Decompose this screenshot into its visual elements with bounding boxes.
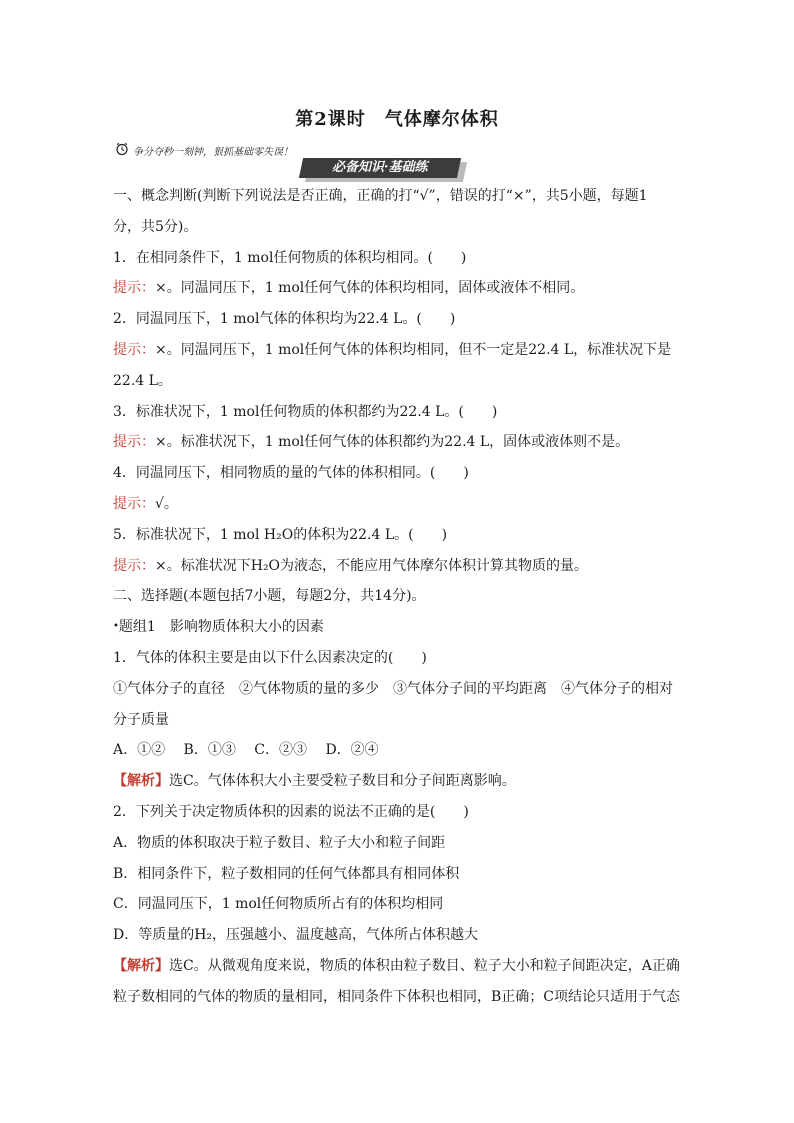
line-text: 22.4 L。 <box>113 372 172 389</box>
text-line <box>113 894 683 914</box>
text-line <box>113 617 683 637</box>
line-text: ①气体分子的直径 ②气体物质的量的多少 ③气体分子间的平均距离 ④气体分子的相对 <box>113 680 673 697</box>
text-line <box>113 186 683 206</box>
line-text: B．相同条件下，粒子数相同的任何气体都具有相同体积 <box>113 865 460 882</box>
text-line <box>113 556 683 576</box>
line-text: 粒子数相同的气体的物质的量相同，相同条件下体积也相同，B正确；C项结论只适用于气态 <box>113 988 680 1005</box>
hint-label: 提示： <box>113 496 155 512</box>
text-line <box>113 463 683 483</box>
text-line <box>113 864 683 884</box>
text-line <box>113 402 683 422</box>
text-line <box>113 956 683 976</box>
text-line <box>113 525 683 545</box>
text-line <box>113 371 683 391</box>
line-text: 分，共5分)。 <box>113 218 198 235</box>
text-line <box>113 925 683 945</box>
text-line <box>113 833 683 853</box>
text-line <box>113 771 683 791</box>
banner-tag: 必备知识·基础练 <box>299 158 461 178</box>
text-line <box>113 248 683 268</box>
text-line <box>113 987 683 1007</box>
line-text: 2．下列关于决定物质体积的因素的说法不正确的是( ) <box>113 804 469 820</box>
text-line <box>113 278 683 298</box>
text-line <box>113 586 683 606</box>
line-text: D．等质量的H₂，压强越小、温度越高，气体所占体积越大 <box>113 927 479 944</box>
line-text: 选C。从微观角度来说，物质的体积由粒子数目、粒子大小和粒子间距决定，A正确 <box>169 958 680 974</box>
hint-label: 提示： <box>113 434 155 451</box>
line-text: 1．气体的体积主要是由以下什么因素决定的( ) <box>113 650 427 666</box>
text-line <box>113 648 683 668</box>
line-text: C．同温同压下，1 mol任何物质所占有的体积均相同 <box>113 896 444 913</box>
line-text: 一、概念判断(判断下列说法是否正确，正确的打“√”，错误的打“×”，共5小题，每题1 <box>113 188 648 204</box>
hint-label: 提示： <box>113 342 155 358</box>
text-line <box>113 432 683 452</box>
line-text: ×。同温同压下，1 mol任何气体的体积均相同，但不一定是22.4 L，标准状况下是 <box>155 342 672 358</box>
line-text: 二、选择题(本题包括7小题，每题2分，共14分)。 <box>113 588 426 605</box>
hint-label: 提示： <box>113 280 155 297</box>
line-text: 题组1 影响物质体积大小的因素 <box>118 619 324 636</box>
page-title: 第2课时 气体摩尔体积 <box>295 109 499 130</box>
line-text: ×。标准状况下H₂O为液态，不能应用气体摩尔体积计算其物质的量。 <box>155 557 589 574</box>
section-banner <box>113 140 683 182</box>
line-text: 5．标准状况下，1 mol H₂O的体积为22.4 L。( ) <box>113 526 448 543</box>
line-text: 选C。气体体积大小主要受粒子数目和分子间距离影响。 <box>169 773 516 790</box>
bullet-dot: • <box>113 621 119 633</box>
text-line <box>113 494 683 514</box>
text-line <box>113 802 683 822</box>
line-text: ×。标准状况下，1 mol任何气体的体积都约为22.4 L，固体或液体则不是。 <box>155 434 630 451</box>
text-line <box>113 309 683 329</box>
analysis-label: 【解析】 <box>113 958 169 974</box>
line-text: √。 <box>155 496 178 512</box>
line-text: 3．标准状况下，1 mol任何物质的体积都约为22.4 L。( ) <box>113 403 498 420</box>
line-text: 1．在相同条件下，1 mol任何物质的体积均相同。( ) <box>113 249 467 266</box>
banner-slogan: 争分夺秒一刻钟，狠抓基础零失误！ <box>133 147 293 158</box>
text-line <box>113 740 683 760</box>
alarm-clock-icon <box>115 142 129 156</box>
text-line <box>113 679 683 699</box>
text-line <box>113 340 683 360</box>
line-text: A．物质的体积取决于粒子数目、粒子大小和粒子间距 <box>113 834 446 851</box>
line-text: 2．同温同压下，1 mol气体的体积均为22.4 L。( ) <box>113 311 456 328</box>
line-text: 分子质量 <box>113 711 169 728</box>
text-line <box>113 217 683 237</box>
line-text: 4．同温同压下，相同物质的量的气体的体积相同。( ) <box>113 465 469 482</box>
analysis-label: 【解析】 <box>113 773 169 790</box>
line-text: A．①② B．①③ C．②③ D．②④ <box>113 742 379 759</box>
line-text: ×。同温同压下，1 mol任何气体的体积均相同，固体或液体不相同。 <box>155 280 585 297</box>
text-line <box>113 710 683 730</box>
hint-label: 提示： <box>113 557 155 574</box>
